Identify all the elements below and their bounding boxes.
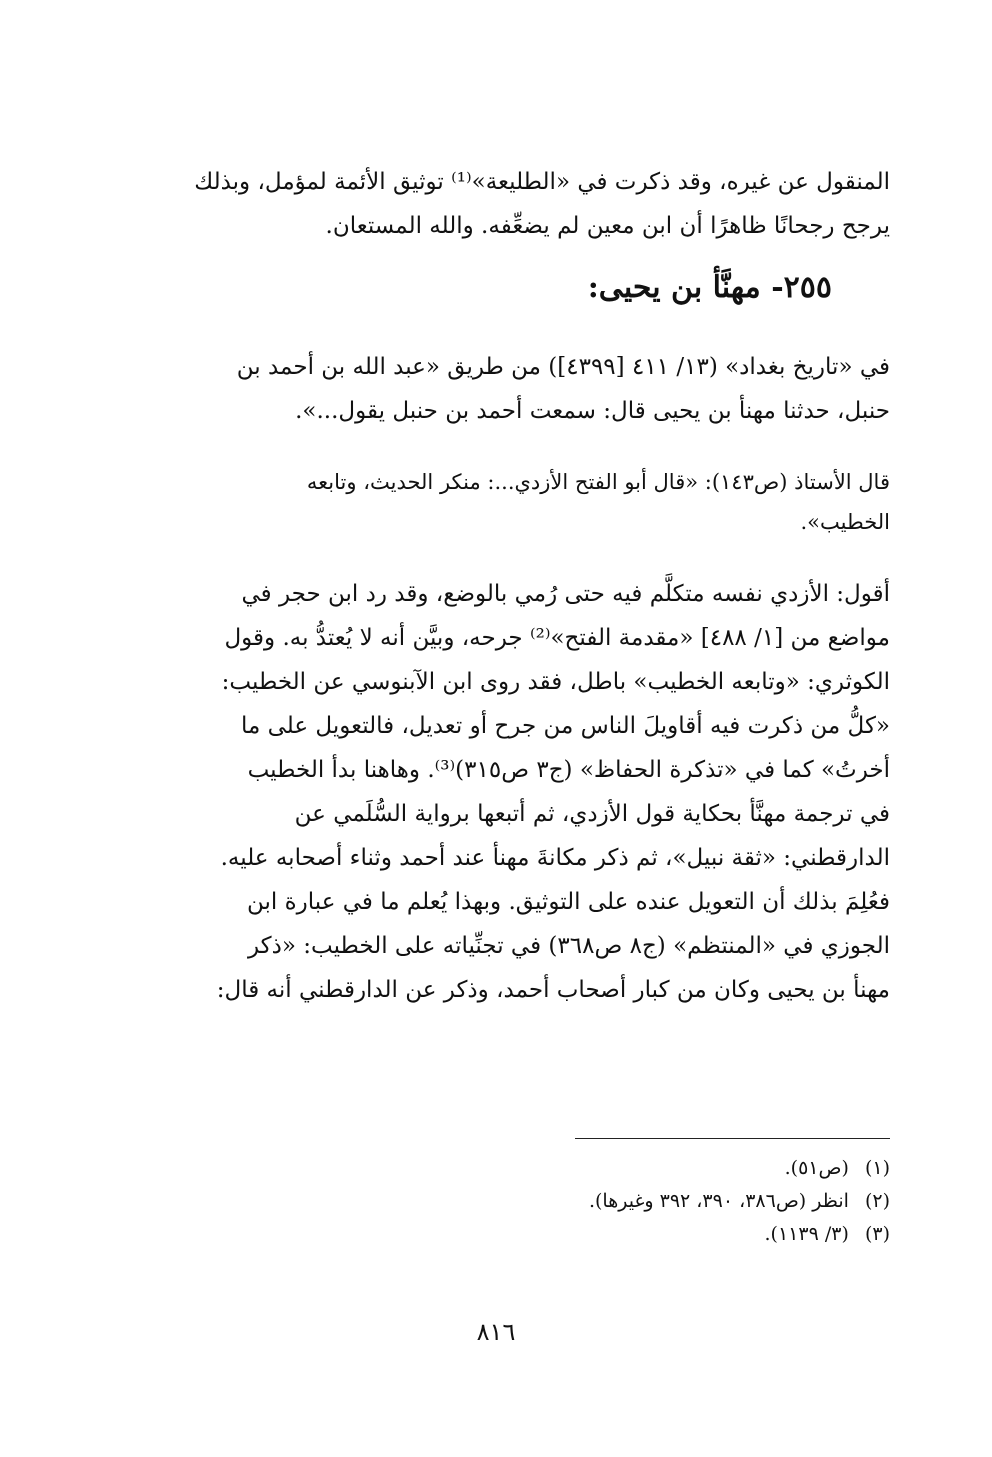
text-line: فعُلِمَ بذلك أن التعويل عنده على التوثيق. وبهذا يُعلم ما في عبارة ابن <box>247 889 890 915</box>
text-line: في ترجمة مهنَّأ بحكاية قول الأزدي، ثم أتبعها برواية السُّلَمي عن <box>294 801 890 827</box>
footnotes <box>390 1152 890 1251</box>
footnote-text: انظر (ص٣٨٦، ٣٩٠، ٣٩٢ وغيرها). <box>588 1190 849 1212</box>
footnote-item <box>390 1218 890 1251</box>
footnote-number: (١) <box>864 1157 890 1179</box>
text-line: الجوزي في «المنتظم» (ج٨ ص٣٦٨) في تجنِّياته على الخطيب: «ذكر <box>247 933 890 959</box>
source-paragraph <box>100 345 890 433</box>
text-line: في «تاريخ بغداد» (١٣/ ٤١١ [٤٣٩٩]) من طريق «عبد الله بن أحمد بن <box>236 354 890 380</box>
footnote-item <box>390 1152 890 1185</box>
footnote-number: (٣) <box>864 1223 890 1245</box>
text-line: الخطيب». <box>800 510 890 534</box>
text-line: الكوثري: «وتابعه الخطيب» باطل، فقد روى ابن الآبنوسي عن الخطيب: <box>221 669 890 695</box>
quote-paragraph <box>100 462 890 542</box>
text-line: حنبل، حدثنا مهنأ بن يحيى قال: سمعت أحمد بن حنبل يقول...». <box>295 398 890 424</box>
entry-heading: ٢٥٥- مهنَّأ بن يحيى: <box>587 270 832 305</box>
footnote-text: (٣/ ١١٣٩). <box>764 1223 849 1245</box>
text-line: أقول: الأزدي نفسه متكلَّم فيه حتى رُمي بالوضع، وقد رد ابن حجر في <box>241 581 890 607</box>
text-line: الدارقطني: «ثقة نبيل»، ثم ذكر مكانةَ مهنأ عند أحمد وثناء أصحابه عليه. <box>220 845 890 871</box>
text-line: مواضع من [١/ ٤٨٨] «مقدمة الفتح»⁽²⁾ جرحه، وبيَّن أنه لا يُعتدُّ به. وقول <box>224 625 890 651</box>
text-line: المنقول عن غيره، وقد ذكرت في «الطليعة»⁽¹⁾ توثيق الأئمة لمؤمل، وبذلك <box>194 169 890 195</box>
reply-paragraph <box>100 572 890 1012</box>
intro-paragraph <box>100 160 890 248</box>
footnote-number: (٢) <box>864 1190 890 1212</box>
text-line: يرجح رجحانًا ظاهرًا أن ابن معين لم يضعِّفه. والله المستعان. <box>325 213 890 239</box>
text-line: مهنأ بن يحيى وكان من كبار أصحاب أحمد، وذكر عن الدارقطني أنه قال: <box>216 977 890 1003</box>
text-line: قال الأستاذ (ص١٤٣): «قال أبو الفتح الأزدي...: منكر الحديث، وتابعه <box>306 470 890 494</box>
footnote-item <box>390 1185 890 1218</box>
text-line: «كلُّ من ذكرت فيه أقاويلَ الناس من جرح أو تعديل، فالتعويل على ما <box>240 713 890 739</box>
footnote-text: (ص٥١). <box>784 1157 849 1179</box>
footnote-divider <box>575 1138 890 1139</box>
text-line: أخرتُ» كما في «تذكرة الحفاظ» (ج٣ ص٣١٥)⁽³⁾. وهاهنا بدأ الخطيب <box>247 757 890 783</box>
page-number: ٨١٦ <box>476 1318 516 1346</box>
